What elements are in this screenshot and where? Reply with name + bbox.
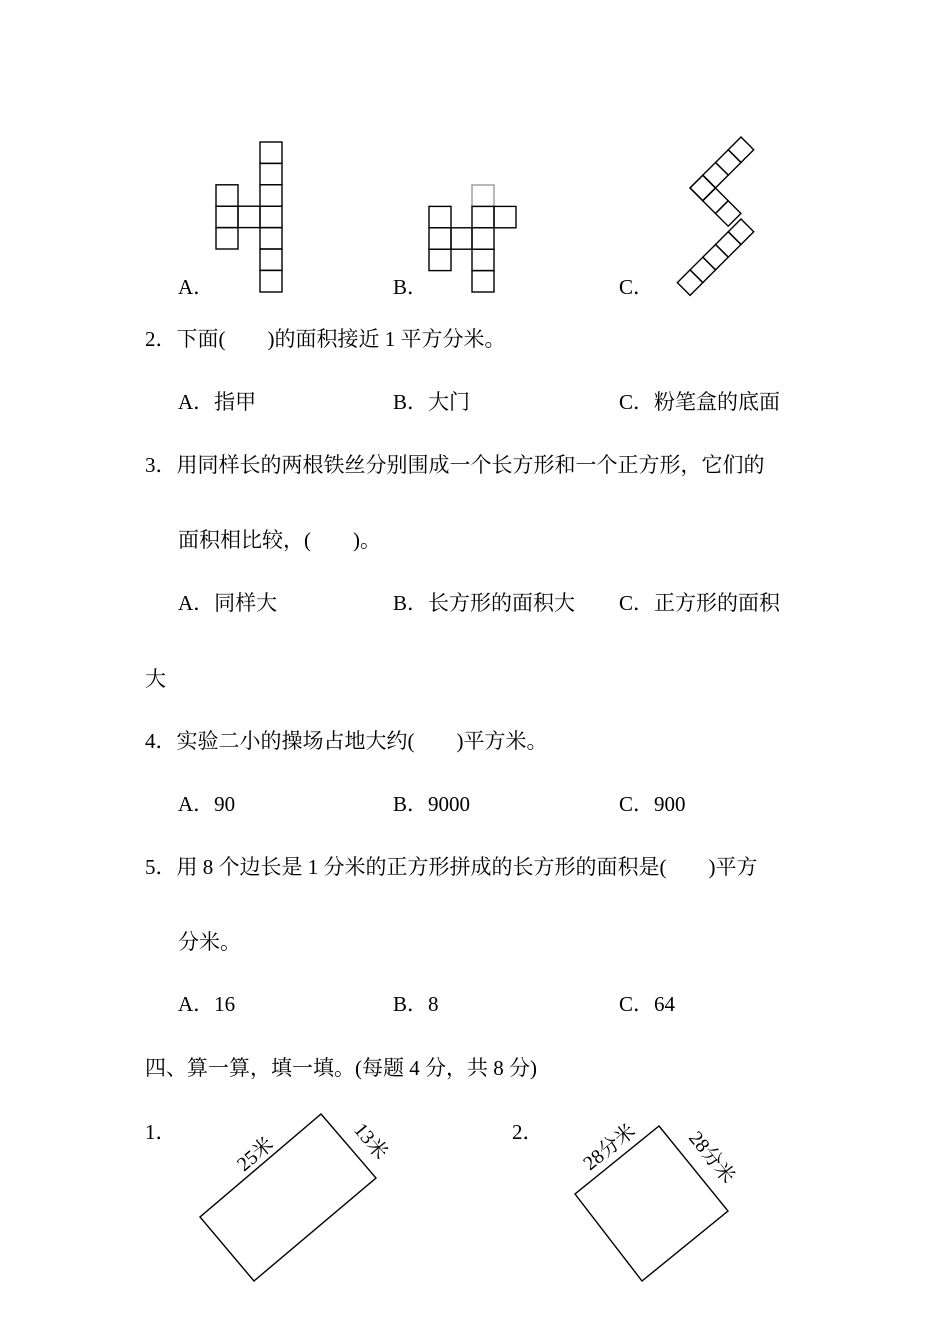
q5-stem-line2: 分米。 xyxy=(178,930,241,954)
q1-option-c-label: C． xyxy=(619,275,655,299)
figure-a-net xyxy=(216,142,282,292)
figure-1-side-length-25: 25米 xyxy=(233,1133,278,1176)
q4-option-c: C．900 xyxy=(619,792,686,816)
section-4-heading: 四、算一算，填一填。(每题 4 分，共 8 分) xyxy=(145,1056,537,1080)
q5-stem-line1: 5．用 8 个边长是 1 分米的正方形拼成的长方形的面积是( )平方 xyxy=(145,855,758,879)
q3-option-b: B．长方形的面积大 xyxy=(393,591,576,615)
section-4-item-1-number: 1． xyxy=(145,1120,177,1144)
figure-2-side-length-a: 28分米 xyxy=(579,1120,640,1175)
q1-option-b-label: B． xyxy=(393,275,429,299)
q3-stem-line2: 面积相比较，( )。 xyxy=(178,528,381,552)
q2-stem: 2．下面( )的面积接近 1 平方分米。 xyxy=(145,327,506,351)
q3-option-a: A．同样大 xyxy=(178,591,278,615)
q2-option-c: C．粉笔盒的底面 xyxy=(619,390,781,414)
q3-option-c: C．正方形的面积 xyxy=(619,591,781,615)
q4-option-b: B．9000 xyxy=(393,792,471,816)
rectangle-figure-1 xyxy=(200,1114,376,1281)
figure-b-net xyxy=(429,185,516,292)
section-4-item-2-number: 2． xyxy=(512,1120,544,1144)
q3-option-c-wrap: 大 xyxy=(145,667,166,691)
q5-option-a: A．16 xyxy=(178,992,236,1016)
q2-option-a: A．指甲 xyxy=(178,390,257,414)
q4-option-a: A．90 xyxy=(178,792,236,816)
figure-1-side-length-13: 13米 xyxy=(349,1119,392,1164)
q2-option-b: B．大门 xyxy=(393,390,471,414)
figure-2-side-length-b: 28分米 xyxy=(684,1127,739,1188)
q1-option-a-label: A． xyxy=(178,275,215,299)
q5-option-c: C．64 xyxy=(619,992,676,1016)
figure-c-zigzag xyxy=(677,137,753,295)
q3-stem-line1: 3．用同样长的两根铁丝分别围成一个长方形和一个正方形，它们的 xyxy=(145,453,765,477)
q4-stem: 4．实验二小的操场占地大约( )平方米。 xyxy=(145,729,548,753)
q5-option-b: B．8 xyxy=(393,992,439,1016)
